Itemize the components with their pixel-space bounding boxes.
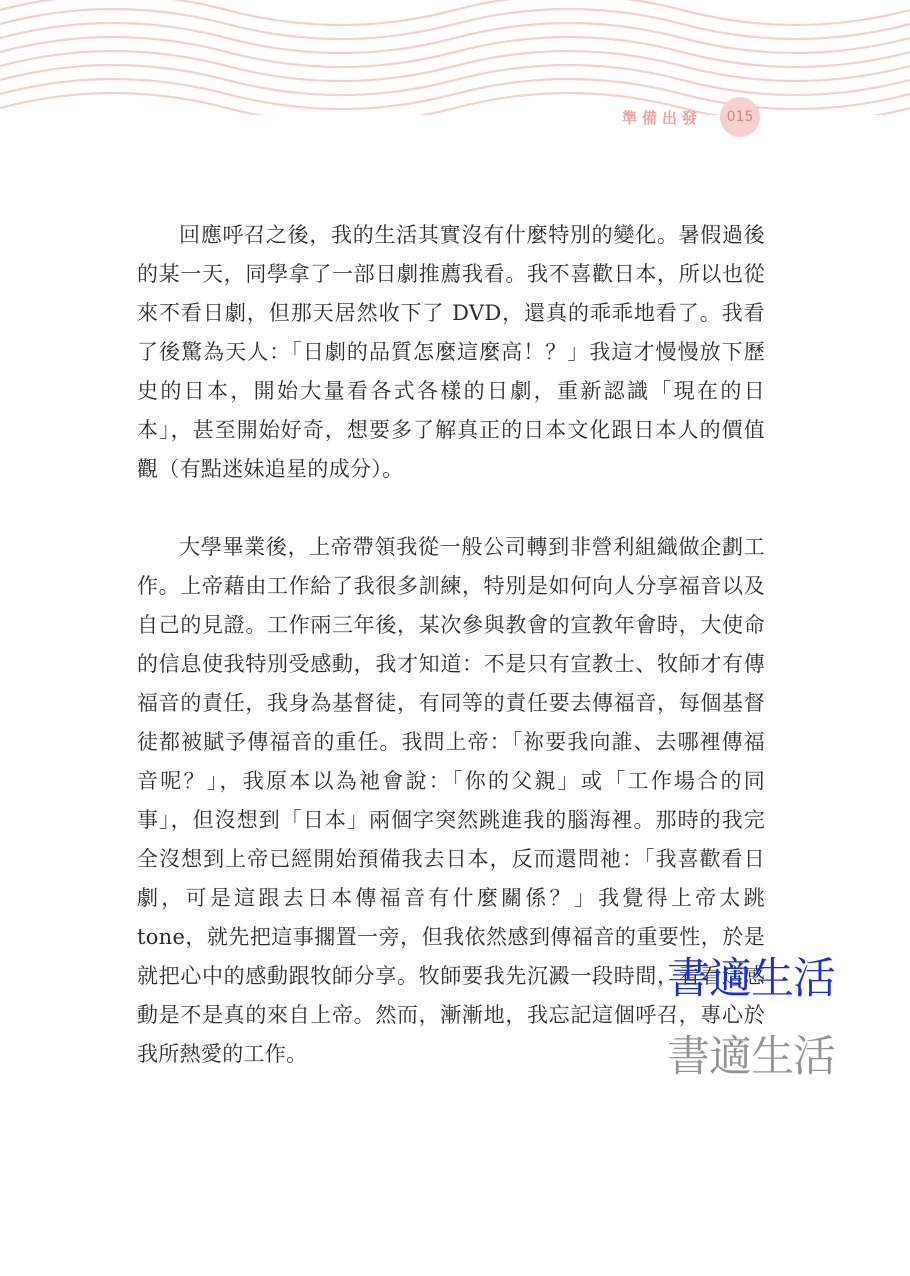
section-title: 準備出發 [621,108,702,127]
page-number-badge: 015 [720,97,760,137]
running-header [600,100,770,134]
wave-pattern-decoration [0,0,910,115]
paragraph-1: 回應呼召之後，我的生活其實沒有什麼特別的變化。暑假過後的某一天，同學拿了一部日劇推薦我看。我不喜歡日本，所以也從來不看日劇，但那天居然收下了 DVD，還真的乖乖地看了。我看了後驚為天人：「日劇的品質怎麼這麼高！？」我這才慢慢放下歷史的日本，開始大量看各式各樣的日劇，重新認識「現在的日本」，甚至開始好奇，想要多了解真正的日本文化跟日本人的價值觀（有點迷妹追星的成分）。 [137,223,765,481]
watermark-secondary: 書適生活 [667,1032,835,1082]
watermark-primary: 書適生活 [667,954,835,1004]
paragraph-2: 大學畢業後，上帝帶領我從一般公司轉到非營利組織做企劃工作。上帝藉由工作給了我很多訓練，特別是如何向人分享福音以及自己的見證。工作兩三年後，某次參與教會的宣教年會時，大使命的信息使我特別受感動，我才知道：不是只有宣教士、牧師才有傳福音的責任，我身為基督徒，有同等的責任要去傳福音，每個基督徒都被賦予傳福音的重任。我問上帝：「祢要我向誰、去哪裡傳福音呢？」，我原本以為祂會說：「你的父親」或「工作場合的同事」，但沒想到「日本」兩個字突然跳進我的腦海裡。那時的我完全沒想到上帝已經開始預備我去日本，反而還問祂：「我喜歡看日劇，可是這跟去日本傳福音有什麼關係？」我覺得上帝太跳 tone，就先把這事擱置一旁，但我依然感到傳福音的重要性，於是就把心中的感動跟牧師分享。牧師要我先沉澱一段時間，看看這感動是不是真的來自上帝。然而，漸漸地，我忘記這個呼召，專心於我所熱愛的工作。 [137,535,765,1066]
